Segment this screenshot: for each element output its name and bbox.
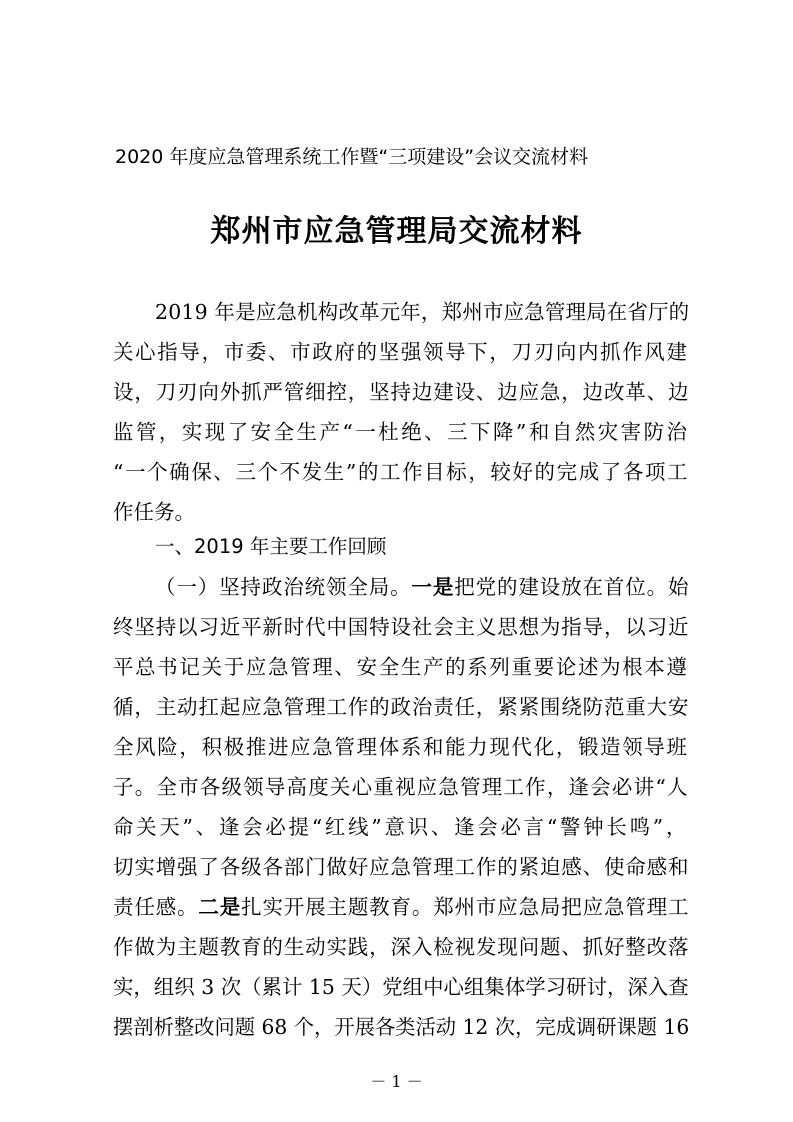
paragraph-text: 作做为主题教育的生动实践，深入检视发现问题、抓好整改落 xyxy=(113,935,690,959)
subsection-title: （一）坚持政治统领全局。 xyxy=(155,575,412,599)
paragraph-line xyxy=(113,691,689,723)
paragraph-line xyxy=(113,336,689,368)
paragraph-text: 命关天”、逢会必提“红线”意识、逢会必言“警钟长鸣”， xyxy=(113,815,690,839)
paragraph-text-start: 责任感。 xyxy=(113,895,199,919)
paragraph-text: 实，组织 3 次（累计 15 天）党组中心组集体学习研讨，深入查 xyxy=(113,975,689,999)
paragraph-text-cont: 扎实开展主题教育。郑州市应急局把应急管理工 xyxy=(241,895,690,919)
paragraph-text: 设，刀刃向外抓严管细控，坚持边建设、边应急，边改革、边 xyxy=(113,380,690,404)
paragraph-line xyxy=(113,651,689,683)
paragraph-line xyxy=(113,731,689,763)
paragraph-text: 终坚持以习近平新时代中国特设社会主义思想为指导，以习近 xyxy=(113,615,690,639)
paragraph-text: 平总书记关于应急管理、安全生产的系列重要论述为根本遵 xyxy=(113,655,689,679)
page-number: － 1 － xyxy=(370,1072,423,1091)
paragraph-text: 循，主动扛起应急管理工作的政治责任，紧紧围绕防范重大安 xyxy=(113,695,690,719)
bold-marker: 二是 xyxy=(198,895,242,919)
section-heading: 一、2019 年主要工作回顾 xyxy=(155,535,387,558)
paragraph-line xyxy=(113,1011,689,1043)
paragraph-text: “一个确保、三个不发生”的工作目标，较好的完成了各项工 xyxy=(113,460,690,484)
paragraph-text: 摆剖析整改问题 68 个，开展各类活动 12 次，完成调研课题 16 xyxy=(113,1015,690,1039)
paragraph-text-cont: 把党的建设放在首位。始 xyxy=(454,575,690,599)
bold-marker: 一是 xyxy=(411,575,455,599)
paragraph-text: 切实增强了各级各部门做好应急管理工作的紧迫感、使命感和 xyxy=(113,855,690,879)
document-subtitle: 2020 年度应急管理系统工作暨“三项建设”会议交流材料 xyxy=(115,146,589,168)
paragraph-line xyxy=(113,811,689,843)
paragraph-text: 子。全市各级领导高度关心重视应急管理工作，逢会必讲“人 xyxy=(113,775,689,799)
paragraph-line xyxy=(155,296,689,328)
paragraph-line xyxy=(155,571,689,603)
paragraph-line xyxy=(113,931,689,963)
paragraph-line xyxy=(113,771,689,803)
paragraph-line xyxy=(113,851,689,883)
paragraph-text: 监管，实现了安全生产“一杜绝、三下降”和自然灾害防治 xyxy=(113,420,690,444)
paragraph-line xyxy=(113,416,689,448)
paragraph-line xyxy=(113,376,689,408)
paragraph-line xyxy=(113,891,689,923)
paragraph-text xyxy=(155,571,689,603)
paragraph-text xyxy=(113,891,689,923)
paragraph-line xyxy=(113,611,689,643)
paragraph-line xyxy=(113,456,689,488)
paragraph-text: 关心指导，市委、市政府的坚强领导下，刀刃向内抓作风建 xyxy=(113,340,689,364)
paragraph-text: 2019 年是应急机构改革元年，郑州市应急管理局在省厅的 xyxy=(155,300,690,324)
document-title: 郑州市应急管理局交流材料 xyxy=(210,214,583,249)
paragraph-text: 全风险，积极推进应急管理体系和能力现代化，锻造领导班 xyxy=(113,735,689,759)
paragraph-line xyxy=(113,496,195,528)
paragraph-text: 作任务。 xyxy=(113,500,195,524)
paragraph-line xyxy=(113,971,689,1003)
